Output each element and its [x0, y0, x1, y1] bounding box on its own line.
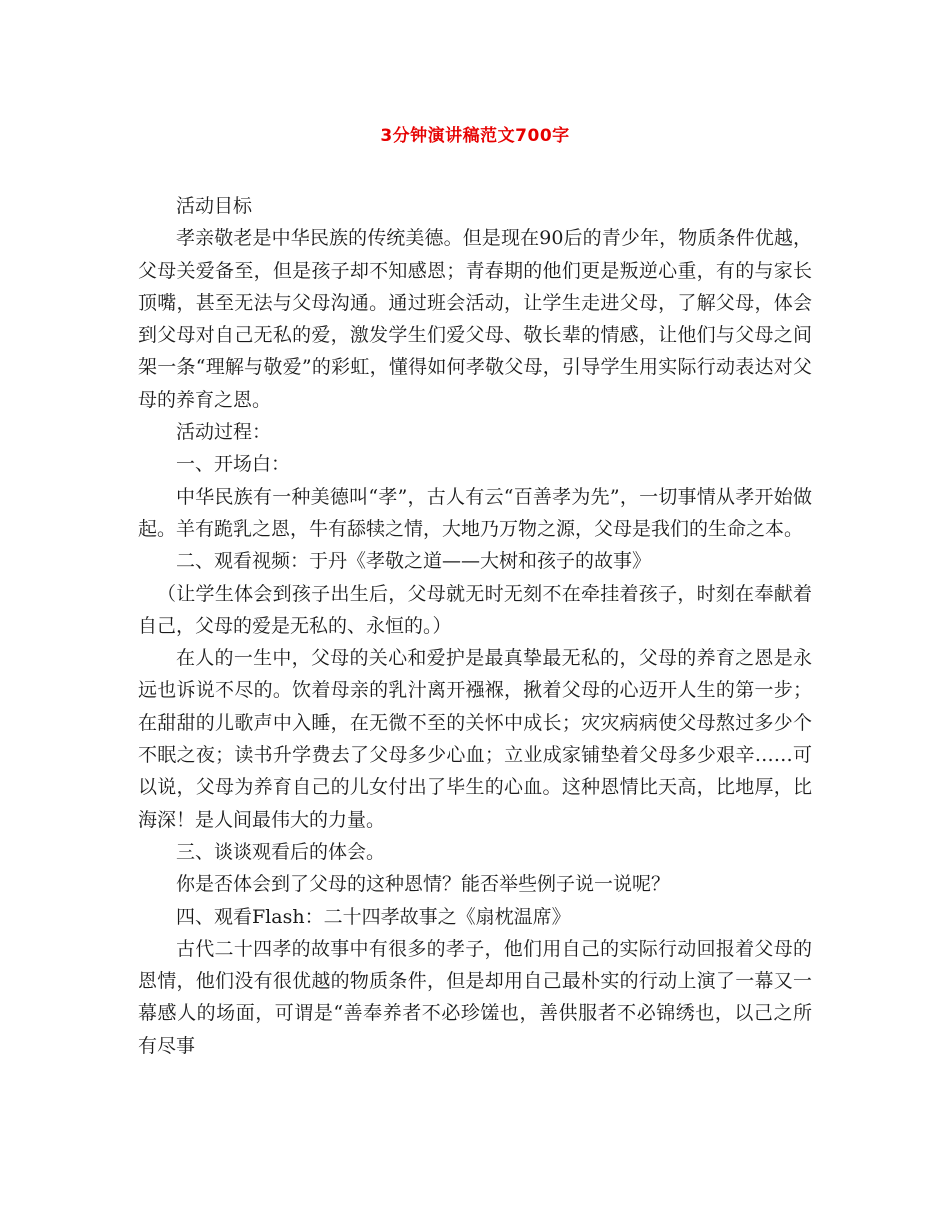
paragraph-section-3-heading: 三、谈谈观看后的体会。 — [176, 840, 386, 863]
paragraph-section-2-heading: 二、观看视频：于丹《孝敬之道——大树和孩子的故事》 — [176, 550, 652, 573]
paragraph-section-4-body: 古代二十四孝的故事中有很多的孝子，他们用自己的实际行动回报着父母的恩情，他们没有很优越的物质条件，但是却用自己最朴实的行动上演了一幕又一幕感人的场面，可谓是“善奉养者不必珍馐也，善供服者不必锦绣也，以己之所有尽事 — [138, 937, 812, 1057]
paragraph-activity-goal-heading: 活动目标 — [176, 195, 253, 217]
paragraph-activity-process-heading: 活动过程： — [176, 421, 272, 444]
document-body — [138, 190, 812, 1062]
document-title: 3分钟演讲稿范文700字 — [380, 126, 570, 146]
paragraph-section-3-body: 你是否体会到了父母的这种恩情？能否举些例子说一说呢？ — [176, 873, 671, 896]
paragraph-section-4-heading: 四、观看Flash：二十四孝故事之《扇枕温席》 — [176, 905, 571, 928]
paragraph-activity-goal: 孝亲敬老是中华民族的传统美德。但是现在90后的青少年，物质条件优越，父母关爱备至，但是孩子却不知感恩；青春期的他们更是叛逆心重，有的与家长顶嘴，甚至无法与父母沟通。通过班会活动，让学生走进父母，了解父母，体会到父母对自己无私的爱，激发学生们爱父母、敬长辈的情感，让他们与父母之间架一条“理解与敬爱”的彩虹，懂得如何孝敬父母，引导学生用实际行动表达对父母的养育之恩。 — [138, 227, 812, 411]
paragraph-section-2-body: 在人的一生中，父母的关心和爱护是最真挚最无私的，父母的养育之恩是永远也诉说不尽的。饮着母亲的乳汁离开襁褓，揪着父母的心迈开人生的第一步；在甜甜的儿歌声中入睡，在无微不至的关怀中成长；灾灾病病使父母熬过多少个不眠之夜；读书升学费去了父母多少心血；立业成家铺垫着父母多少艰辛……可以说，父母为养育自己的儿女付出了毕生的心血。这种恩情比天高，比地厚，比海深！是人间最伟大的力量。 — [138, 647, 812, 831]
paragraph-section-1-heading: 一、开场白： — [176, 453, 291, 476]
paragraph-section-2-note: （让学生体会到孩子出生后，父母就无时无刻不在牵挂着孩子，时刻在奉献着自己，父母的爱是无私的、永恒的。） — [138, 582, 812, 637]
paragraph-section-1-body: 中华民族有一种美德叫“孝”，古人有云“百善孝为先”，一切事情从孝开始做起。羊有跪乳之恩，牛有舔犊之情，大地乃万物之源，父母是我们的生命之本。 — [138, 485, 812, 540]
